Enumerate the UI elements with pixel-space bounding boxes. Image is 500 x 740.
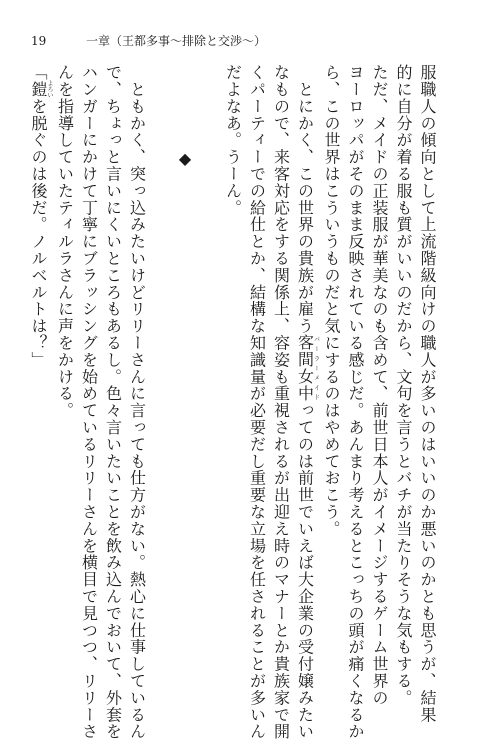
text-column xyxy=(293,64,320,740)
text-column: ただ、メイドの正装服が華美なのも含めて、前世日本人がイメージするゲーム世界の xyxy=(370,64,389,707)
quote-open: 「 xyxy=(29,64,48,81)
text-column: ら、この世界はこういうものだと気にするのはやめておこう。 xyxy=(322,64,341,538)
text-column xyxy=(125,64,149,740)
ruby-base: 客間女中 xyxy=(295,334,315,403)
text-column: で、ちょっと言いにくいところもあるし。色々言いたいことを飲み込んでおいて、外套を xyxy=(103,64,123,740)
ruby-reading: よろい xyxy=(46,80,53,99)
running-header: 一章（王都多事～排除と交渉～） xyxy=(86,34,267,48)
dialogue-column xyxy=(26,64,53,674)
novel-body-text xyxy=(29,64,439,740)
text-column: 服職人の傾向として上流階級向けの職人が多いのはいいのか悪いのかとも思うが、結果 xyxy=(418,64,437,724)
scene-break xyxy=(173,64,197,674)
text-segment: とにかく、この世界の貴族が雇う xyxy=(295,80,315,335)
text-column: だよなあ。うーん。 xyxy=(223,64,243,217)
ruby-base: 鎧 xyxy=(29,80,48,99)
ruby-armor xyxy=(29,80,53,99)
ruby-parlour-maid xyxy=(295,334,320,403)
text-segment: を脱ぐのは後だ。ノルベルトは？」 xyxy=(29,97,48,369)
text-segment: ともかく、突っ込みたいけどリリーさんに言っても仕方がない。熱心に仕事しているん xyxy=(127,80,147,740)
page-number: 19 xyxy=(31,34,47,48)
text-column: 的に自分が着る服も質がいいのだから、文句を言うとバチが当たりそうな気もする。 xyxy=(394,64,413,707)
text-column: んを指導していたティルラさんに声をかける。 xyxy=(55,64,75,419)
text-column: くパーティーでの給仕とか、結構な知識量が必要だし重要な立場を任されることが多いん xyxy=(247,64,267,740)
text-column: なもので、来客対応をする関係上、容姿も重視されるが出迎え時のマナーとか貴族家で開 xyxy=(271,64,291,740)
ruby-reading: パーラーメイド xyxy=(312,334,320,403)
text-segment: ってのは前世でいえば大企業の受付嬢みたい xyxy=(295,402,315,740)
scene-break-diamond: ◆ xyxy=(175,148,195,169)
text-column: ハンガーにかけて丁寧にブラッシングを始めているリリーさんを横目で見つつ、リリーさ xyxy=(79,64,99,740)
text-column: ヨーロッパがそのまま反映されている感じだ。あんまり考えるとこっちの頭が痛くなるか xyxy=(346,64,365,740)
